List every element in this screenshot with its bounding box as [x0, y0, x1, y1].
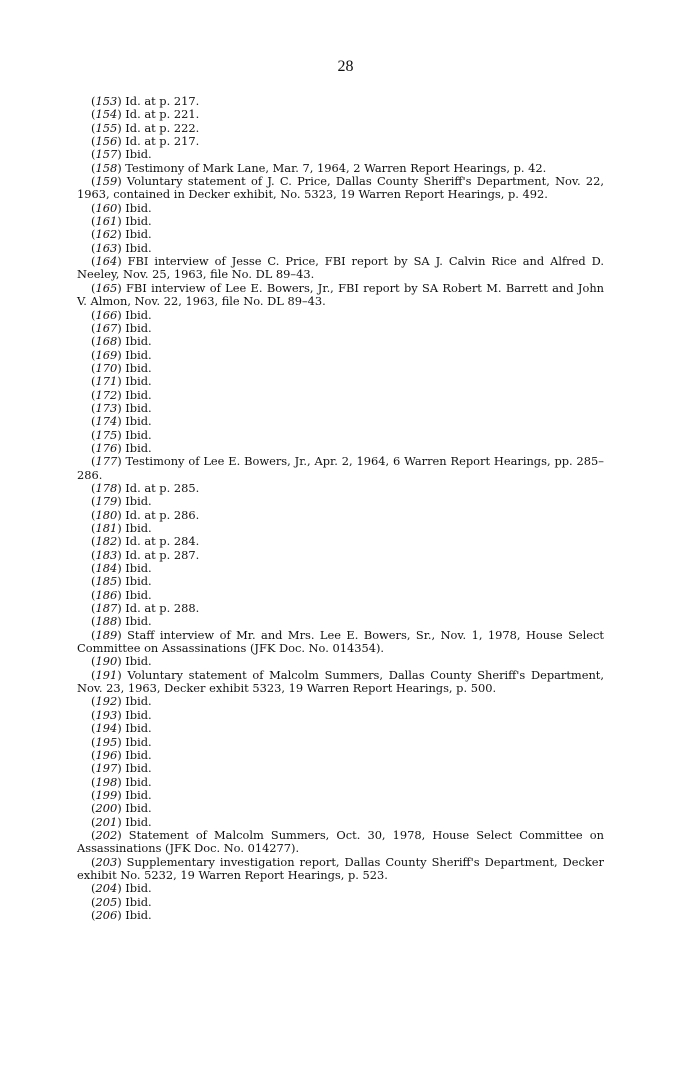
- footnote-number: 159: [95, 174, 118, 189]
- footnote-text: Ibid.: [125, 147, 152, 162]
- footnote-number: 165: [95, 280, 118, 295]
- footnote-number: 185: [95, 574, 118, 589]
- footnote: (203) Supplementary investigation report, Dallas County Sheriff's Department, Decker exhibit No. 5232, 19 Warren Report Hearings, p. 523.: [77, 854, 604, 882]
- footnote-number: 166: [95, 307, 118, 322]
- footnote-text: Ibid.: [125, 787, 152, 802]
- footnote-text: Ibid.: [125, 374, 152, 389]
- footnote-text: Ibid.: [125, 200, 152, 215]
- footnote-text: Ibid.: [125, 214, 152, 229]
- footnote-text: Ibid.: [125, 587, 152, 602]
- footnote-text: Staff interview of Mr. and Mrs. Lee E. Bowers, Sr., Nov. 1, 1978, House Select Committee on Assassinations (JFK Doc. No. 014354).: [77, 627, 604, 656]
- footnote: (163) Ibid.: [91, 240, 152, 255]
- footnote-number: 154: [95, 107, 118, 122]
- footnote-number: 205: [95, 894, 118, 909]
- footnote-text: Ibid.: [125, 387, 152, 402]
- footnote: (182) Id. at p. 284.: [91, 534, 200, 549]
- footnote-number: 204: [95, 881, 118, 896]
- footnote-text: Voluntary statement of J. C. Price, Dallas County Sheriff's Department, Nov. 22, 1963, contained in Decker exhibit, No. 5323, 19 Warren Report Hearings, p. 492.: [77, 174, 604, 202]
- footnote: (172) Ibid.: [91, 387, 152, 402]
- footnote-number: 196: [95, 747, 118, 762]
- footnote: (174) Ibid.: [91, 414, 152, 429]
- footnote-number: 157: [95, 147, 118, 162]
- footnote-number: 175: [95, 427, 118, 442]
- footnote-number: 169: [95, 347, 118, 362]
- footnote-number: 164: [95, 254, 118, 269]
- footnote: (200) Ibid.: [91, 801, 152, 816]
- footnote-text: Id. at p. 286.: [125, 507, 200, 522]
- footnote-number: 156: [95, 134, 118, 149]
- footnote-number: 193: [95, 707, 118, 722]
- footnote: (194) Ibid.: [91, 721, 152, 736]
- footnote-number: 170: [95, 360, 118, 375]
- footnote-text: Ibid.: [125, 227, 152, 242]
- footnote-number: 199: [95, 787, 118, 802]
- footnote: (196) Ibid.: [91, 747, 152, 762]
- footnote-number: 201: [95, 814, 118, 829]
- footnote-text: Testimony of Lee E. Bowers, Jr., Apr. 2, 1964, 6 Warren Report Hearings, pp. 285–286.: [77, 454, 604, 482]
- footnote-number: 182: [95, 534, 118, 549]
- footnote-number: 202: [95, 827, 118, 842]
- footnote-text: Testimony of Mark Lane, Mar. 7, 1964, 2 Warren Report Hearings, p. 42.: [125, 160, 547, 175]
- footnote-number: 163: [95, 240, 118, 255]
- footnote-text: Id. at p. 287.: [125, 547, 200, 562]
- footnote: (164) FBI interview of Jesse C. Price, FBI report by SA J. Calvin Rice and Alfred D. Neeley, Nov. 25, 1963, file No. DL 89–43.: [77, 254, 604, 282]
- footnote: (176) Ibid.: [91, 440, 152, 455]
- footnote: (155) Id. at p. 222.: [91, 120, 200, 135]
- footnote-number: 203: [95, 854, 118, 869]
- footnote-text: Ibid.: [125, 614, 152, 629]
- footnote-text: Ibid.: [125, 747, 152, 762]
- footnote: (159) Voluntary statement of J. C. Price, Dallas County Sheriff's Department, Nov. 22, 1963, contained in Decker exhibit, No. 5323, 19 Warren Report Hearings, p. 492.: [77, 174, 604, 202]
- footnote-number: 173: [95, 400, 118, 415]
- footnote-number: 153: [95, 94, 118, 108]
- footnote-number: 167: [95, 320, 118, 335]
- footnote-number: 183: [95, 547, 118, 562]
- footnote: (183) Id. at p. 287.: [91, 547, 200, 562]
- footnote-number: 155: [95, 120, 118, 135]
- footnote-text: Ibid.: [125, 574, 152, 589]
- footnote-text: Ibid.: [125, 307, 152, 322]
- footnote: (166) Ibid.: [91, 307, 152, 322]
- footnote: (190) Ibid.: [91, 654, 152, 669]
- footnote: (154) Id. at p. 221.: [91, 107, 200, 122]
- footnote: (195) Ibid.: [91, 734, 152, 749]
- footnote-number: 177: [95, 454, 118, 469]
- footnote-number: 191: [95, 667, 118, 682]
- footnote: (204) Ibid.: [91, 881, 152, 896]
- footnote: (171) Ibid.: [91, 374, 152, 389]
- footnote-number: 174: [95, 414, 118, 429]
- footnote-text: Id. at p. 285.: [125, 480, 200, 495]
- footnote-text: Ibid.: [125, 427, 152, 442]
- footnote-text: Ibid.: [125, 694, 152, 709]
- footnote-text: Ibid.: [125, 881, 152, 896]
- footnote-number: 181: [95, 521, 118, 535]
- footnote-number: 178: [95, 480, 118, 495]
- footnote: (162) Ibid.: [91, 227, 152, 242]
- footnote-text: Ibid.: [125, 521, 152, 535]
- footnote-number: 195: [95, 734, 118, 749]
- footnote-text: Ibid.: [125, 814, 152, 829]
- footnote-text: Ibid.: [125, 707, 152, 722]
- footnote: (169) Ibid.: [91, 347, 152, 362]
- footnote-text: Ibid.: [125, 801, 152, 816]
- footnote-number: 189: [95, 627, 118, 642]
- footnote: (160) Ibid.: [91, 200, 152, 215]
- footnote: (173) Ibid.: [91, 400, 152, 415]
- footnote-text: Voluntary statement of Malcolm Summers, Dallas County Sheriff's Department, Nov. 23, 1963, Decker exhibit 5323, 19 Warren Report Hearings, p. 500.: [77, 667, 604, 696]
- footnote-text: FBI interview of Lee E. Bowers, Jr., FBI report by SA Robert M. Barrett and John V. Almon, Nov. 22, 1963, file No. DL 89–43.: [77, 280, 604, 309]
- footnote-text: Ibid.: [125, 320, 152, 335]
- footnote-text: Id. at p. 217.: [125, 134, 200, 149]
- footnote: (185) Ibid.: [91, 574, 152, 589]
- footnote: (178) Id. at p. 285.: [91, 480, 200, 495]
- footnote-text: Ibid.: [125, 334, 152, 349]
- footnote-number: 162: [95, 227, 118, 242]
- footnote-text: Ibid.: [125, 561, 152, 576]
- footnote-number: 194: [95, 721, 118, 736]
- footnote-list: [77, 95, 604, 922]
- footnote: (168) Ibid.: [91, 334, 152, 349]
- footnote-text: Supplementary investigation report, Dallas County Sheriff's Department, Decker exhibit No. 5232, 19 Warren Report Hearings, p. 523.: [77, 854, 604, 882]
- footnote-text: Ibid.: [125, 360, 152, 375]
- footnote: (167) Ibid.: [91, 320, 152, 335]
- footnote: (206) Ibid.: [91, 907, 152, 922]
- footnote-number: 190: [95, 654, 118, 669]
- footnote-number: 206: [95, 907, 118, 922]
- footnote-number: 176: [95, 440, 118, 455]
- footnote-number: 168: [95, 334, 118, 349]
- footnote-text: Ibid.: [125, 494, 152, 509]
- footnote-text: Ibid.: [125, 240, 152, 255]
- footnote-number: 197: [95, 761, 118, 776]
- footnote-number: 198: [95, 774, 118, 789]
- footnote: (199) Ibid.: [91, 787, 152, 802]
- footnote-text: Ibid.: [125, 761, 152, 776]
- footnote: (201) Ibid.: [91, 814, 152, 829]
- footnote-number: 172: [95, 387, 118, 402]
- footnote-text: Ibid.: [125, 414, 152, 429]
- footnote: (161) Ibid.: [91, 214, 152, 229]
- footnote: (158) Testimony of Mark Lane, Mar. 7, 1964, 2 Warren Report Hearings, p. 42.: [91, 160, 547, 175]
- footnote-text: Statement of Malcolm Summers, Oct. 30, 1978, House Select Committee on Assassinations (JFK Doc. No. 014277).: [77, 827, 604, 856]
- footnote: (188) Ibid.: [91, 614, 152, 629]
- footnote-number: 184: [95, 561, 118, 576]
- footnote-text: Ibid.: [125, 734, 152, 749]
- footnote-text: FBI interview of Jesse C. Price, FBI report by SA J. Calvin Rice and Alfred D. Neeley, Nov. 25, 1963, file No. DL 89–43.: [77, 254, 604, 282]
- footnote-text: Ibid.: [125, 654, 152, 669]
- footnote-number: 161: [95, 214, 118, 229]
- footnote: (180) Id. at p. 286.: [91, 507, 200, 522]
- page-number: 28: [337, 58, 354, 75]
- footnote: (187) Id. at p. 288.: [91, 601, 200, 616]
- footnote-number: 160: [95, 200, 118, 215]
- footnote-text: Ibid.: [125, 721, 152, 736]
- footnote: (192) Ibid.: [91, 694, 152, 709]
- footnote: (179) Ibid.: [91, 494, 152, 509]
- footnote: (153) Id. at p. 217.: [91, 94, 200, 108]
- footnote: (165) FBI interview of Lee E. Bowers, Jr., FBI report by SA Robert M. Barrett and John V. Almon, Nov. 22, 1963, file No. DL 89–43.: [77, 280, 604, 309]
- footnote: (184) Ibid.: [91, 561, 152, 576]
- footnote: (156) Id. at p. 217.: [91, 134, 200, 149]
- footnote-text: Ibid.: [125, 907, 152, 922]
- footnote-text: Id. at p. 221.: [125, 107, 200, 122]
- footnote-text: Id. at p. 284.: [125, 534, 200, 549]
- footnote-number: 180: [95, 507, 118, 522]
- footnote-text: Id. at p. 288.: [125, 601, 200, 616]
- footnote-number: 200: [95, 801, 118, 816]
- footnote: (205) Ibid.: [91, 894, 152, 909]
- footnote-text: Id. at p. 222.: [125, 120, 200, 135]
- footnote-number: 187: [95, 601, 118, 616]
- footnote: (181) Ibid.: [91, 521, 152, 535]
- footnote-number: 158: [95, 160, 118, 175]
- footnote-number: 186: [95, 587, 118, 602]
- footnote-text: Ibid.: [125, 894, 152, 909]
- footnote: (189) Staff interview of Mr. and Mrs. Lee E. Bowers, Sr., Nov. 1, 1978, House Select Committee on Assassinations (JFK Doc. No. 014354).: [77, 627, 604, 656]
- footnote-text: Ibid.: [125, 400, 152, 415]
- footnote-number: 192: [95, 694, 118, 709]
- footnote: (202) Statement of Malcolm Summers, Oct. 30, 1978, House Select Committee on Assassinations (JFK Doc. No. 014277).: [77, 827, 604, 856]
- footnote-number: 171: [95, 374, 118, 389]
- footnote-text: Ibid.: [125, 440, 152, 455]
- footnote-text: Ibid.: [125, 347, 152, 362]
- footnote: (186) Ibid.: [91, 587, 152, 602]
- footnote: (170) Ibid.: [91, 360, 152, 375]
- footnote: (191) Voluntary statement of Malcolm Summers, Dallas County Sheriff's Department, Nov. 23, 1963, Decker exhibit 5323, 19 Warren Report Hearings, p. 500.: [77, 667, 604, 696]
- footnote: (157) Ibid.: [91, 147, 152, 162]
- footnote-number: 179: [95, 494, 118, 509]
- footnote: (193) Ibid.: [91, 707, 152, 722]
- footnote: (175) Ibid.: [91, 427, 152, 442]
- footnote-number: 188: [95, 614, 118, 629]
- footnote: (198) Ibid.: [91, 774, 152, 789]
- footnote-text: Id. at p. 217.: [125, 94, 200, 108]
- footnote-text: Ibid.: [125, 774, 152, 789]
- footnote: (197) Ibid.: [91, 761, 152, 776]
- footnote: (177) Testimony of Lee E. Bowers, Jr., Apr. 2, 1964, 6 Warren Report Hearings, pp. 285–286.: [77, 454, 604, 482]
